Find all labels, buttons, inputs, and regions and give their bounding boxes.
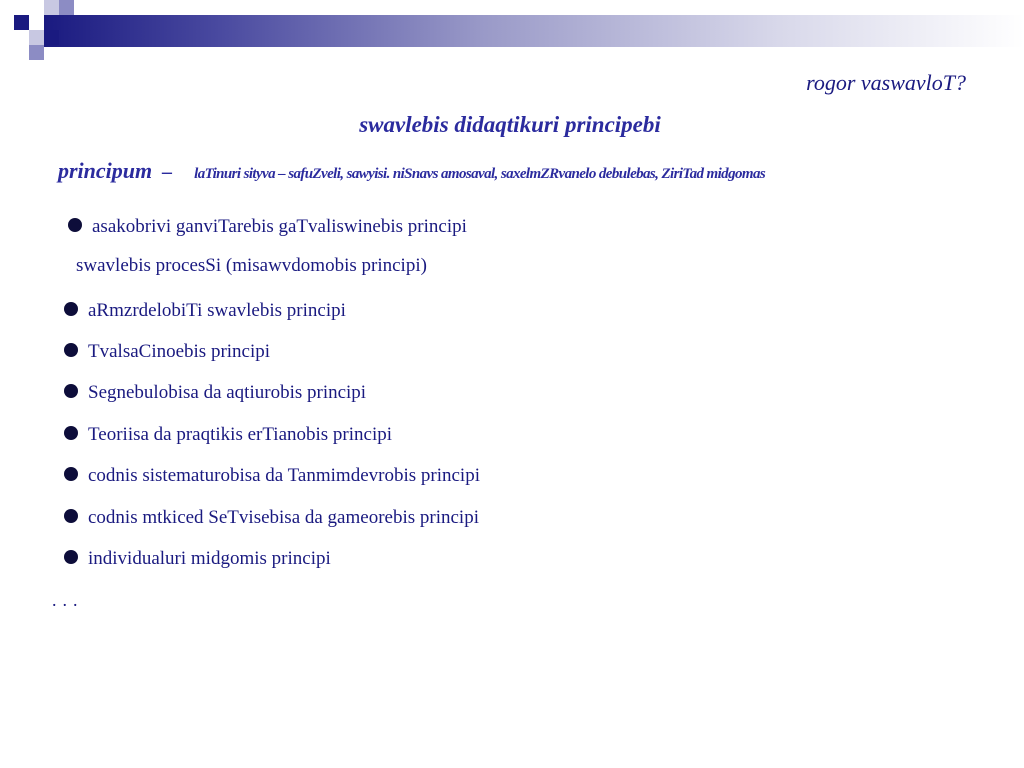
principle-label: aRmzrdelobiTi swavlebis principi xyxy=(88,300,346,321)
principle-label: TvalsaCinoebis principi xyxy=(88,341,271,362)
decor-square xyxy=(59,0,74,15)
bullet-icon xyxy=(64,467,78,481)
list-item xyxy=(64,548,331,570)
definition-term: principum xyxy=(58,158,153,183)
list-item xyxy=(64,341,270,363)
definition-text: laTinuri sityva – safuZveli, sawyisi. niSnavs amosaval, saxelmZRvanelo debulebas, ZiriTad midgomas xyxy=(194,166,766,182)
ellipsis: ... xyxy=(52,590,84,610)
decor-square xyxy=(29,45,44,60)
decor-square xyxy=(14,15,29,30)
bullet-icon xyxy=(64,384,78,398)
principle-label: Teoriisa da praqtikis erTianobis principi xyxy=(88,424,393,445)
principle-label: asakobrivi ganviTarebis gaTvaliswinebis principi xyxy=(92,216,467,237)
slide-subtitle: rogor vaswavloT? xyxy=(806,70,966,95)
bullet-icon xyxy=(64,302,78,316)
bullet-icon xyxy=(64,509,78,523)
list-item xyxy=(64,465,480,487)
bullet-icon xyxy=(68,218,82,232)
list-item xyxy=(64,300,346,322)
list-item-continuation: swavlebis procesSi (misawvdomobis principi) xyxy=(76,255,427,276)
bullet-icon xyxy=(64,343,78,357)
principle-label: individualuri midgomis principi xyxy=(88,548,331,569)
decor-square xyxy=(44,30,59,45)
list-item xyxy=(68,216,467,238)
bullet-icon xyxy=(64,550,78,564)
list-item xyxy=(64,507,479,529)
decor-square xyxy=(29,30,44,45)
decor-square xyxy=(44,0,59,15)
decorative-header-band xyxy=(0,0,1024,62)
definition-dash: – xyxy=(162,161,173,183)
principle-label: codnis sistematurobisa da Tanmimdevrobis principi xyxy=(88,465,480,486)
definition-line xyxy=(58,158,765,184)
bullet-icon xyxy=(64,426,78,440)
principle-label: Segnebulobisa da aqtiurobis principi xyxy=(88,382,367,403)
gradient-bar xyxy=(44,15,1024,47)
list-item xyxy=(64,382,366,404)
principle-label: codnis mtkiced SeTvisebisa da gameorebis principi xyxy=(88,507,479,528)
list-item xyxy=(64,424,392,446)
slide-title: swavlebis didaqtikuri principebi xyxy=(359,112,661,137)
